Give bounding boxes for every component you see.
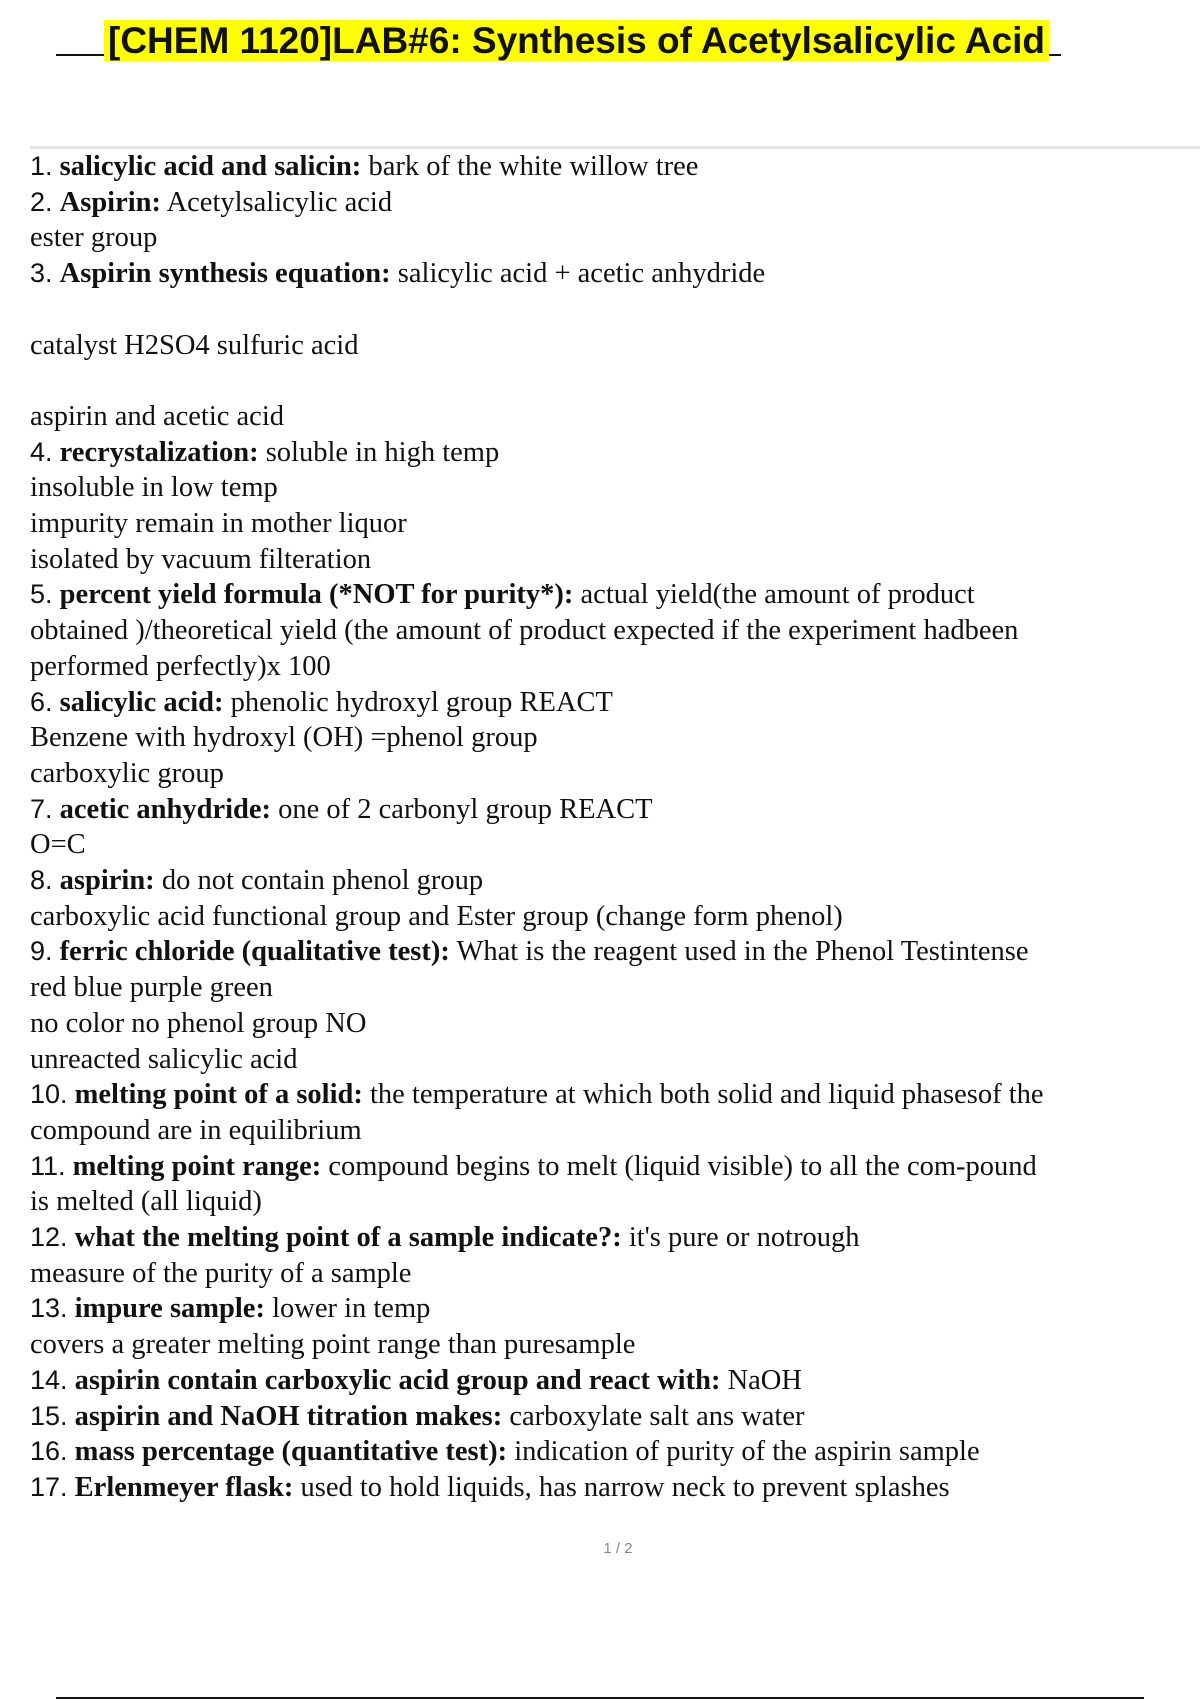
entry-number: 2.: [30, 186, 53, 217]
entry-number: 8.: [30, 865, 53, 896]
entry-term: Aspirin:: [59, 186, 162, 218]
entry-line: [30, 1399, 1180, 1435]
title-trailing-underline: [1049, 14, 1061, 56]
entry-term: percent yield formula (*NOT for purity*):: [59, 579, 574, 611]
entry-line: [30, 1077, 1180, 1113]
entry-definition: actual yield(the amount of product: [580, 579, 975, 611]
entry-number: 10.: [30, 1079, 68, 1110]
entry-line: [30, 256, 1180, 292]
entry-term: aspirin and NaOH titration makes:: [74, 1400, 503, 1432]
entry-continuation: carboxylic acid functional group and Ester group (change form phenol): [30, 900, 843, 932]
entry-continuation: performed perfectly)x 100: [30, 650, 331, 682]
entry-continuation: impurity remain in mother liquor: [30, 508, 407, 539]
entry-term: melting point of a solid:: [74, 1079, 363, 1111]
entry-definition: phenolic hydroxyl group REACT: [230, 686, 613, 718]
entry-continuation: is melted (all liquid): [30, 1186, 262, 1218]
entry-number: 6.: [30, 686, 53, 717]
entry-continuation: insoluble in low temp: [30, 472, 278, 504]
title-leading-underline: [56, 14, 104, 56]
entry-term: salicylic acid:: [59, 686, 224, 718]
entry-definition: soluble in high temp: [265, 436, 500, 468]
entry-term: acetic anhydride:: [59, 793, 271, 825]
entry-number: 14.: [30, 1364, 68, 1395]
entry-term: salicylic acid and salicin:: [59, 151, 362, 182]
document-title-row: [56, 14, 1061, 68]
entry-continuation: Benzene with hydroxyl (OH) =phenol group: [30, 722, 538, 754]
entry-term: aspirin:: [59, 865, 155, 897]
entry-number: 7.: [30, 793, 53, 824]
entry-number: 5.: [30, 579, 53, 610]
entry-term: recrystalization:: [59, 436, 259, 468]
entry-number: 17.: [30, 1471, 68, 1502]
entry-line: [30, 149, 1180, 185]
entry-continuation: no color no phenol group NO: [30, 1007, 367, 1039]
entry-line: [30, 1291, 1180, 1327]
entry-number: 15.: [30, 1400, 68, 1431]
entry-line: [30, 1149, 1180, 1185]
entry-definition: lower in temp: [272, 1293, 431, 1325]
entry-line: [30, 792, 1180, 828]
blank-line: [30, 292, 1180, 328]
entry-line: [30, 435, 1180, 471]
entry-term: what the melting point of a sample indicate?:: [74, 1222, 622, 1254]
entry-number: 13.: [30, 1293, 68, 1324]
entry-continuation: isolated by vacuum filteration: [30, 543, 372, 575]
entry-line: [30, 185, 1180, 221]
entry-continuation: catalyst H2SO4 sulfuric acid: [30, 329, 359, 361]
entry-definition: Acetylsalicylic acid: [166, 186, 393, 218]
entry-line: [30, 1363, 1180, 1399]
entry-line: [30, 685, 1180, 721]
entry-number: 1.: [30, 151, 53, 181]
entry-number: 4.: [30, 436, 53, 467]
entry-definition: one of 2 carbonyl group REACT: [278, 793, 653, 825]
entry-definition: the temperature at which both solid and liquid phasesof the: [369, 1079, 1044, 1111]
entry-continuation: O=C: [30, 829, 86, 861]
entry-continuation: red blue purple green: [30, 972, 273, 1004]
entry-definition: it's pure or notrough: [628, 1222, 860, 1254]
entry-definition: bark of the white willow tree: [368, 151, 699, 182]
entry-term: mass percentage (quantitative test):: [74, 1436, 508, 1468]
entry-continuation: ester group: [30, 222, 158, 254]
entry-line: [30, 1434, 1180, 1470]
entry-definition: indication of purity of the aspirin sample: [514, 1436, 980, 1468]
footer-rule: [56, 1697, 1144, 1699]
document-title: [CHEM 1120]LAB#6: Synthesis of Acetylsalicylic Acid: [104, 20, 1049, 61]
entry-definition: do not contain phenol group: [161, 865, 484, 897]
entry-term: ferric chloride (qualitative test):: [59, 936, 450, 968]
entry-term: Erlenmeyer flask:: [74, 1471, 294, 1503]
entry-definition: salicylic acid + acetic anhydride: [397, 258, 766, 290]
entry-line: [30, 934, 1180, 970]
entry-definition: compound begins to melt (liquid visible) to all the com-pound: [328, 1150, 1037, 1182]
entry-number: 16.: [30, 1436, 68, 1467]
entry-continuation: covers a greater melting point range than puresample: [30, 1329, 636, 1361]
entry-term: impure sample:: [74, 1293, 265, 1325]
entry-continuation: obtained )/theoretical yield (the amount of product expected if the experiment hadbeen: [30, 615, 1019, 647]
entry-term: aspirin contain carboxylic acid group and react with:: [74, 1364, 721, 1396]
entry-continuation: carboxylic group: [30, 757, 224, 789]
entry-line: [30, 1470, 1180, 1506]
entry-term: Aspirin synthesis equation:: [59, 258, 391, 290]
blank-line: [30, 363, 1180, 399]
entry-term: melting point range:: [72, 1150, 322, 1182]
entry-continuation: unreacted salicylic acid: [30, 1043, 298, 1075]
entry-number: 3.: [30, 258, 53, 289]
page-indicator: 1 / 2: [603, 1540, 633, 1557]
entry-number: 12.: [30, 1222, 68, 1253]
entry-line: [30, 1220, 1180, 1256]
entry-continuation: aspirin and acetic acid: [30, 400, 284, 432]
entry-continuation: measure of the purity of a sample: [30, 1257, 412, 1289]
entry-definition: NaOH: [727, 1364, 802, 1396]
entry-definition: used to hold liquids, has narrow neck to prevent splashes: [300, 1471, 950, 1503]
entry-continuation: compound are in equilibrium: [30, 1114, 362, 1146]
entry-definition: What is the reagent used in the Phenol Testintense: [456, 936, 1029, 968]
entry-number: 11.: [30, 1150, 66, 1181]
entry-line: [30, 577, 1180, 613]
entry-line: [30, 863, 1180, 899]
flashcard-list: [30, 149, 1180, 1506]
entry-definition: carboxylate salt ans water: [509, 1400, 805, 1432]
entry-number: 9.: [30, 936, 53, 967]
